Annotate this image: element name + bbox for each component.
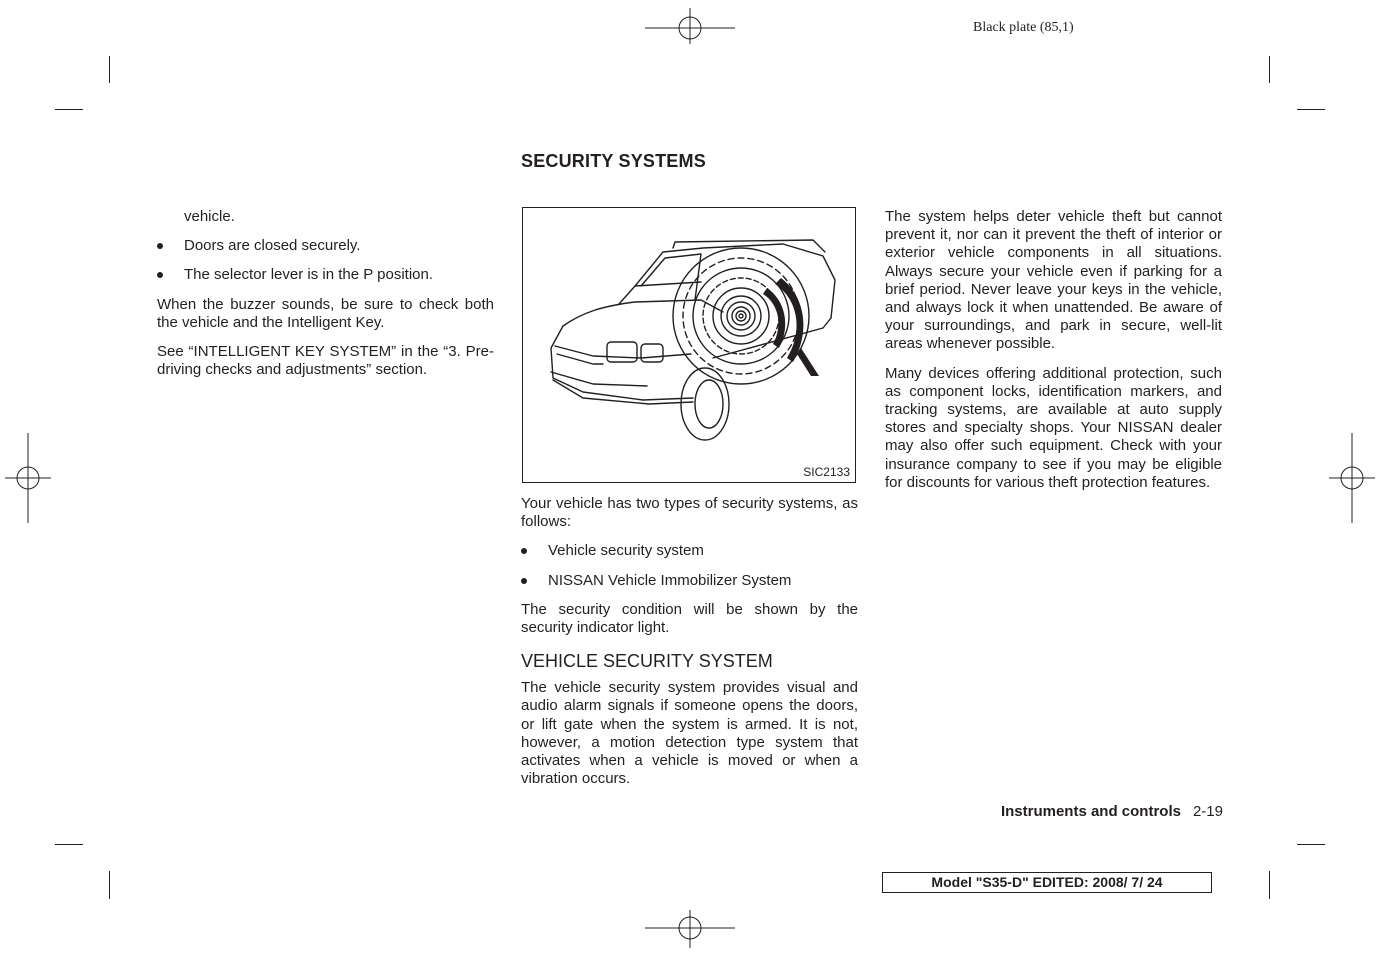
bullet-icon — [521, 578, 527, 584]
registration-mark-right — [1329, 433, 1375, 523]
paragraph: The system helps deter vehicle theft but cannot prevent it, nor can it prevent the theft of interior or exterior vehicle components in all situations. Always secure your vehicle even if parking for a brief period. Never leave your keys in the vehicle, and always lock it when unattended. Be aware of your surroundings, and park in secure, well-lit areas whenever possible. — [885, 208, 1222, 353]
right-column — [885, 208, 1222, 492]
paragraph: When the buzzer sounds, be sure to check both the vehicle and the Intelligent Key. — [157, 295, 494, 331]
registration-mark-left — [5, 433, 51, 523]
registration-mark-bottom — [645, 910, 735, 950]
bullet-icon — [157, 272, 163, 278]
plate-label: Black plate (85,1) — [973, 20, 1074, 35]
registration-mark-top — [645, 8, 735, 44]
paragraph: Many devices offering additional protection, such as component locks, identification markers, and tracking systems, are available at auto supply stores and specialty shops. Your NISSAN dealer may also offer such equipment. Check with your insurance company to see if you may be eligible for discounts for various theft protection features. — [885, 364, 1222, 491]
list-item: Vehicle security system — [521, 542, 858, 560]
subheading: VEHICLE SECURITY SYSTEM — [521, 651, 773, 672]
list-item: Doors are closed securely. — [157, 237, 494, 255]
vehicle-alarm-illustration — [523, 208, 855, 482]
continuation-text: vehicle. — [184, 208, 235, 225]
paragraph: The security condition will be shown by the security indicator light. — [521, 600, 858, 637]
paragraph: See “INTELLIGENT KEY SYSTEM” in the “3. Pre-driving checks and adjustments” section. — [157, 343, 494, 379]
middle-column — [521, 495, 858, 788]
list-item: NISSAN Vehicle Immobilizer System — [521, 572, 858, 590]
left-column — [157, 208, 494, 379]
model-edit-box: Model "S35-D" EDITED: 2008/ 7/ 24 — [882, 872, 1212, 893]
page-number: 2-19 — [1192, 803, 1223, 820]
page-footer — [940, 803, 1223, 820]
bullet-icon — [521, 548, 527, 554]
figure-code: SIC2133 — [803, 465, 850, 479]
section-title: SECURITY SYSTEMS — [521, 151, 706, 171]
paragraph: Your vehicle has two types of security systems, as follows: — [521, 495, 858, 531]
bullet-icon — [157, 243, 163, 249]
list-item: The selector lever is in the P position. — [157, 266, 494, 284]
paragraph: The vehicle security system provides visual and audio alarm signals if someone opens the doors, or lift gate when the system is armed. It is not, however, a motion detection type system that activates when a vehicle is moved or when a vibration occurs. — [521, 679, 858, 788]
security-figure — [522, 207, 856, 483]
footer-section-name: Instruments and controls — [1000, 803, 1181, 820]
